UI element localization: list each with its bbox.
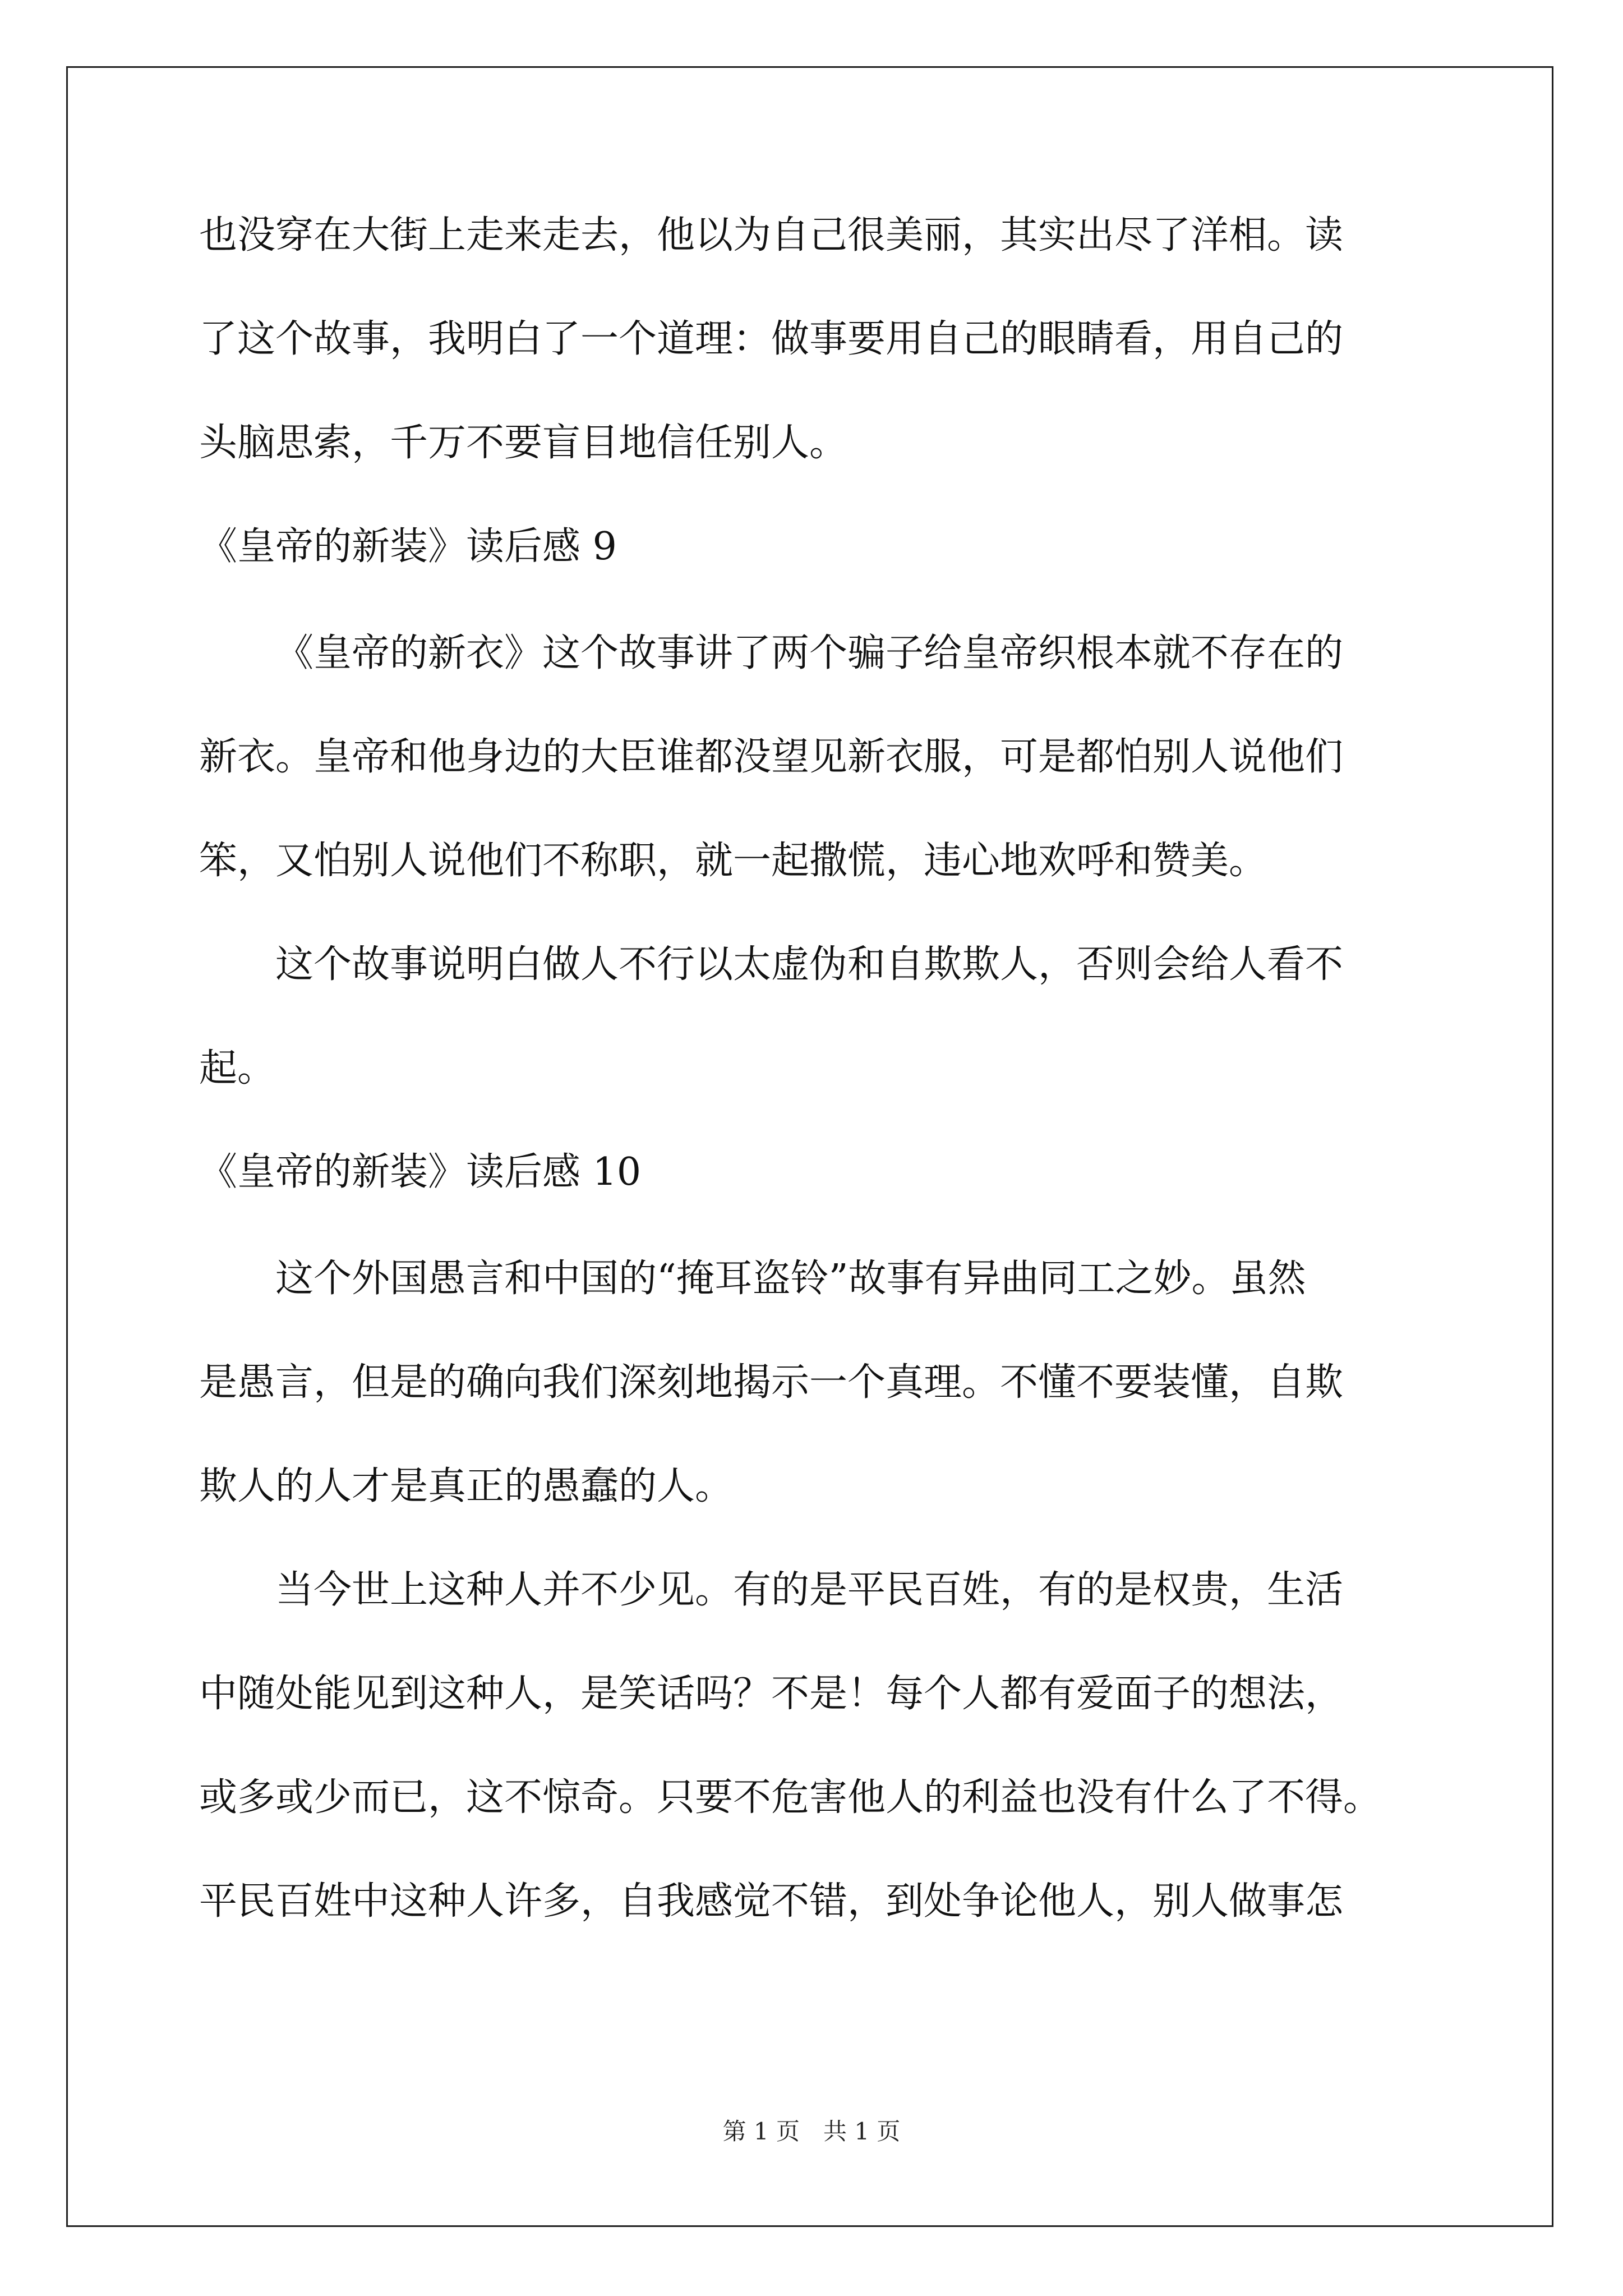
text-line-14: 当今世上这种人并不少见。有的是平民百姓，有的是权贵，生活: [275, 1568, 1344, 1612]
text-line-12: 是愚言，但是的确向我们深刻地揭示一个真理。不懂不要装懂，自欺: [199, 1360, 1344, 1405]
text-line-1: 也没穿在大街上走来走去，他以为自己很美丽，其实出尽了洋相。读: [199, 213, 1344, 257]
section-heading-10: 《皇帝的新装》读后感 10: [199, 1150, 642, 1194]
text-line-15: 中随处能见到这种人，是笑话吗？不是！每个人都有爱面子的想法，: [199, 1672, 1344, 1716]
text-line-9: 起。: [199, 1046, 276, 1091]
text-line-7: 笨，又怕别人说他们不称职，就一起撒慌，违心地欢呼和赞美。: [199, 839, 1267, 883]
text-line-8: 这个故事说明白做人不行以太虚伪和自欺欺人，否则会给人看不: [275, 942, 1344, 987]
section-heading-9: 《皇帝的新装》读后感 9: [199, 524, 617, 569]
page-footer: 第 1 页 共 1 页: [722, 2118, 901, 2145]
text-line-11: 这个外国愚言和中国的“掩耳盗铃”故事有异曲同工之妙。虽然: [275, 1257, 1306, 1301]
text-line-6: 新衣。皇帝和他身边的大臣谁都没望见新衣服，可是都怕别人说他们: [199, 735, 1344, 779]
text-line-3: 头脑思索，千万不要盲目地信任别人。: [199, 421, 848, 465]
text-line-2: 了这个故事，我明白了一个道理：做事要用自己的眼睛看，用自己的: [199, 317, 1344, 361]
text-line-17: 平民百姓中这种人许多，自我感觉不错，到处争论他人，别人做事怎: [199, 1879, 1344, 1924]
text-line-16: 或多或少而已，这不惊奇。只要不危害他人的利益也没有什么了不得。: [199, 1775, 1382, 1820]
text-line-5: 《皇帝的新衣》这个故事讲了两个骗子给皇帝织根本就不存在的: [275, 631, 1344, 675]
text-line-13: 欺人的人才是真正的愚蠢的人。: [199, 1464, 734, 1508]
